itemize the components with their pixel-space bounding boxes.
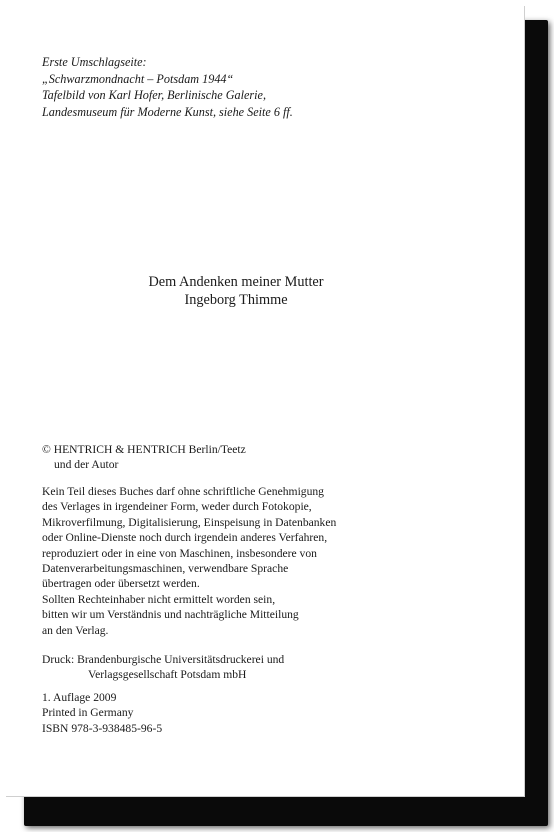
dedication (6, 273, 466, 309)
edition-line: 1. Auflage 2009 (42, 691, 117, 704)
isbn-line: ISBN 978-3-938485-96-5 (42, 721, 163, 735)
printer-info (42, 652, 284, 683)
cover-info-line: „Schwarzmondnacht – Potsdam 1944“ (42, 71, 234, 86)
legal-line: reproduziert oder in eine von Maschinen, insbesondere von (42, 546, 317, 560)
legal-line: bitten wir um Verständnis und nachträgliche Mitteilung (42, 608, 299, 622)
printer-line: Verlagsgesellschaft Potsdam mbH (88, 668, 247, 682)
legal-line: Mikroverfilmung, Digitalisierung, Einspeisung in Datenbanken (42, 515, 337, 529)
copyright-line: © HENTRICH & HENTRICH Berlin/Teetz (42, 443, 246, 456)
legal-line: an den Verlag. (42, 623, 109, 637)
cover-info-line: Landesmuseum für Moderne Kunst, siehe Seite 6 ff. (42, 104, 293, 119)
printer-line: Druck: Brandenburgische Universitätsdruckerei und (42, 653, 285, 666)
legal-line: des Verlages in irgendeiner Form, weder durch Fotokopie, (42, 500, 312, 514)
legal-notice (42, 484, 336, 638)
dedication-line: Dem Andenken meiner Mutter (148, 274, 324, 290)
edition-info (42, 690, 162, 736)
legal-line: Sollten Rechteinhaber nicht ermittelt worden sein, (42, 592, 276, 606)
copyright-author-line: und der Autor (54, 458, 119, 472)
legal-line: Datenverarbeitungsmaschinen, verwendbare Sprache (42, 562, 289, 576)
legal-line: oder Online-Dienste noch durch irgendein anderes Verfahren, (42, 531, 328, 545)
printed-in-line: Printed in Germany (42, 706, 134, 720)
legal-line: Kein Teil dieses Buches darf ohne schriftliche Genehmigung (42, 485, 324, 498)
book-page (6, 6, 525, 797)
cover-info (42, 54, 293, 120)
cover-info-line: Tafelbild von Karl Hofer, Berlinische Galerie, (42, 88, 266, 102)
dedication-name: Ingeborg Thimme (184, 292, 288, 308)
cover-info-line: Erste Umschlagseite: (42, 55, 147, 69)
legal-line: übertragen oder übersetzt werden. (42, 577, 200, 591)
copyright-notice (42, 442, 246, 473)
